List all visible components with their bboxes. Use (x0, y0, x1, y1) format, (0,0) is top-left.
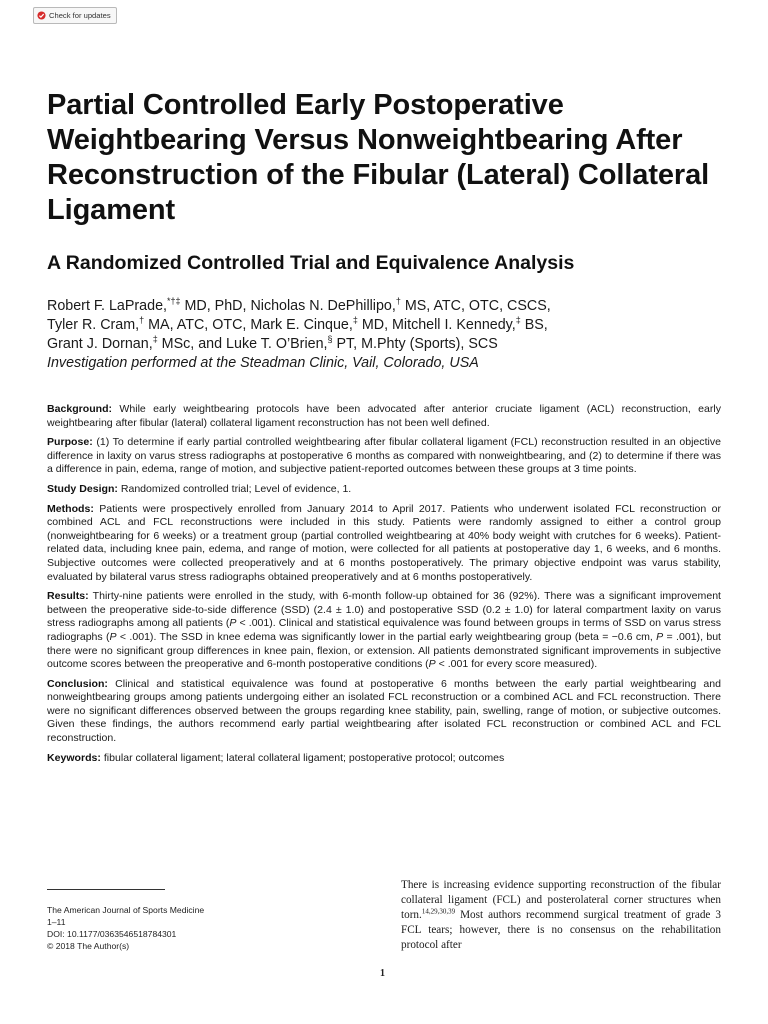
crossmark-icon (37, 11, 46, 20)
page-number: 1 (380, 968, 385, 979)
check-for-updates-button[interactable] (33, 7, 117, 24)
journal-copyright: © 2018 The Author(s) (47, 941, 130, 951)
author-line-1: Robert F. LaPrade,*†‡ MD, PhD, Nicholas N. DePhillipo,† MS, ATC, OTC, CSCS, (47, 296, 551, 314)
abstract-conclusion: Conclusion: Clinical and statistical equivalence was found at postoperative 6 months between the early partial weightbearing and nonweightbearing groups among patients undergoing either an isolated FCL reconstruction or a combined ACL and FCL reconstruction. There were no significant differences observed between the groups regarding knee stability, pain, swelling, range of motion, or subjective outcomes. Given these findings, the authors recommend early partial weightbearing after isolated FCL reconstruction or combined ACL and FCL reconstruction. (47, 677, 721, 745)
author-line-2: Tyler R. Cram,† MA, ATC, OTC, Mark E. Cinque,‡ MD, Mitchell I. Kennedy,‡ BS, (47, 315, 548, 333)
footnote-divider (47, 889, 165, 890)
journal-doi: DOI: 10.1177/0363546518784301 (47, 929, 177, 939)
abstract (47, 403, 721, 771)
article-title: Partial Controlled Early Postoperative Weightbearing Versus Nonweightbearing After Reconstruction of the Fibular (Lateral) Collateral Ligament (47, 89, 710, 226)
abstract-keywords: Keywords: fibular collateral ligament; lateral collateral ligament; postoperative protocol; outcomes (47, 751, 505, 764)
journal-name: The American Journal of Sports Medicine (47, 905, 205, 915)
author-line-3: Grant J. Dornan,‡ MSc, and Luke T. O’Brien,§ PT, M.Phty (Sports), SCS (47, 334, 498, 352)
journal-info (47, 904, 204, 952)
introduction-text: There is increasing evidence supporting reconstruction of the fibular collateral ligament (FCL) and posterolateral corner structures when torn.$^{14,29,30,39}$ Most authors recommend surgical treatment of grade 3 FCL tears; however, there is no consensus on the rehabilitation protocol after (401, 879, 721, 951)
article-subtitle: A Randomized Controlled Trial and Equivalence Analysis (47, 252, 575, 274)
abstract-results: Results: Thirty-nine patients were enrolled in the study, with 6-month follow-up obtained for 36 (92%). There was a significant improvement between the preoperative side-to-side difference (SSD) (2.4 ± 1.0) and postoperative SSD (0.2 ± 1.0) for lateral compartment laxity on varus stress radiographs among all patients (P < .001). Clinical and statistical equivalence was found between groups in terms of SSD on varus stress radiographs (P < .001). The SSD in knee edema was significantly lower in the partial early weightbearing group (beta = −0.6 cm, P = .001), but there were no significant group differences in knee pain, flexion, or extension. All patients demonstrated significant improvements in subjective outcome scores between the preoperative and 6-month postoperative conditions (P < .001 for every score measured). (47, 590, 721, 671)
abstract-methods: Methods: Patients were prospectively enrolled from January 2014 to April 2017. Patients who underwent isolated FCL reconstruction or combined ACL and FCL reconstructions were included in this study. Patients were randomly assigned to either a control group (nonweightbearing for 6 weeks) or a treatment group (partial controlled weightbearing at 40% body weight with crutches for 6 weeks). Patient-related data, including knee pain, edema, and range of motion, were collected for all patients at postoperative day 1, 6 weeks, and 6 months. Subjective outcomes were collected preoperatively and at 6 months postoperatively. The primary objective endpoint was varus stability, evaluated by bilateral varus stress radiographs obtained preoperatively and at 6 months postoperatively. (47, 502, 721, 583)
author-list (47, 297, 737, 373)
abstract-purpose: Purpose: (1) To determine if early partial controlled weightbearing after fibular collateral ligament (FCL) reconstruction resulted in an objective difference in laxity on varus stress radiographs at postoperative 6 months as compared with nonweightbearing, and (2) to determine if there was a difference in pain, edema, range of motion, and subjective patient-reported outcomes between these groups at 3 time points. (47, 436, 721, 476)
check-for-updates-label: Check for updates (49, 11, 111, 20)
reference-citation: 14,29,30,39 (421, 907, 456, 916)
abstract-study-design: Study Design: Randomized controlled trial; Level of evidence, 1. (47, 482, 352, 495)
institution-line: Investigation performed at the Steadman Clinic, Vail, Colorado, USA (47, 355, 479, 371)
abstract-background: Background: While early weightbearing protocols have been advocated after anterior cruciate ligament (ACL) reconstruction, early weightbearing after fibular (lateral) collateral ligament reconstruction has not been well defined. (47, 403, 721, 429)
journal-pages: 1–11 (47, 917, 66, 927)
